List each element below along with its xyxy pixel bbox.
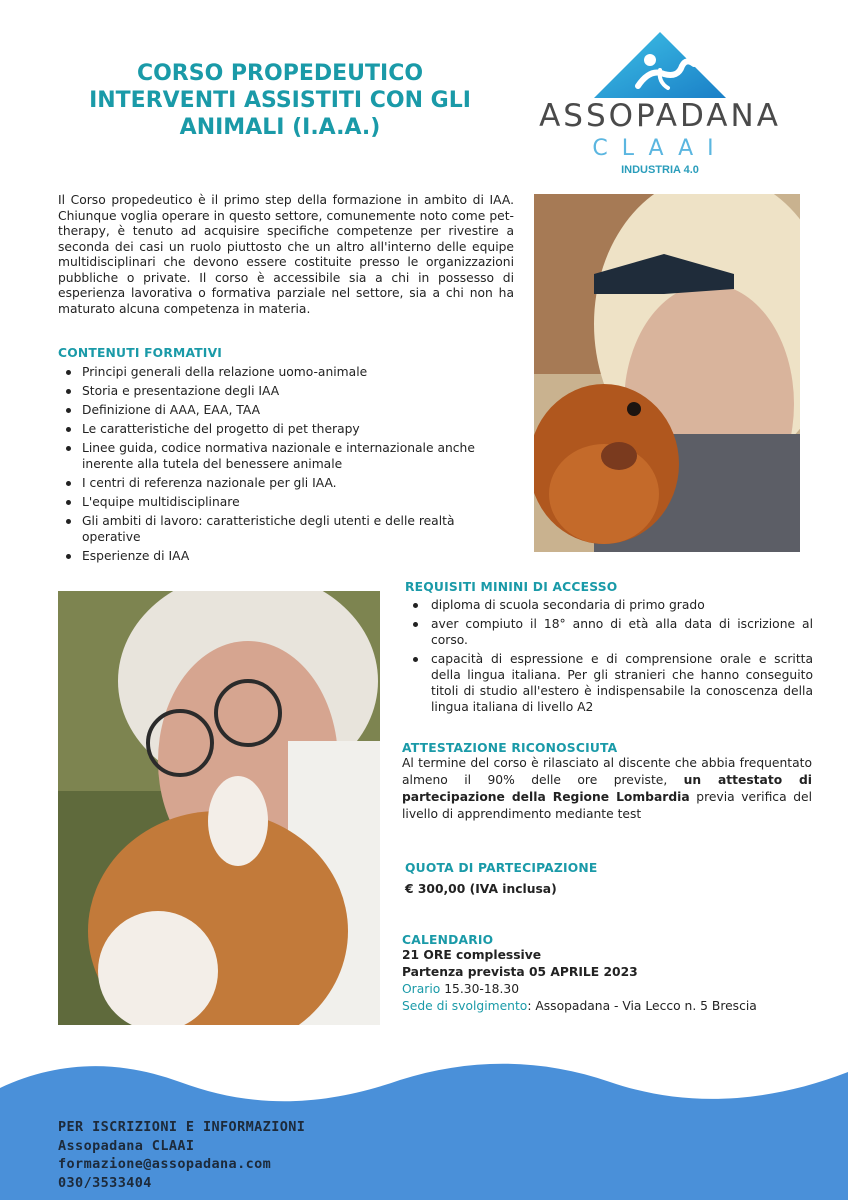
intro-paragraph: Il Corso propedeutico è il primo step della formazione in ambito di IAA. Chiunque voglia operare in questo settore, comunemente noto come pet-therapy, è tenuto ad acquisire specifiche competenze per rivestire a seconda dei casi un ruolo piuttosto che un altro all'interno delle equipe multidisciplinari che devono essere costituite presso le organizzazioni pubbliche o private. Il corso è accessibile sia a chi in possesso di esperienza lavorativa o formativa parziale nel settore, sia a chi non ha maturato alcuna competenza in materia. [58,193,514,316]
list-item: Linee guida, codice normativa nazionale e internazionale anche inerente alla tutela del benessere animale [58,440,514,472]
requisiti-section [405,580,813,718]
list-item: Esperienze di IAA [58,548,514,564]
footer-heading: PER ISCRIZIONI E INFORMAZIONI [58,1119,306,1135]
calendario-sede [402,998,822,1015]
logo-sub: CLAAI [592,136,728,161]
footer-email[interactable]: formazione@assopadana.com [58,1156,272,1172]
contenuti-list [58,364,514,564]
attestazione-text-before: Al termine del corso è rilasciato al discente che abbia frequentato almeno il 90% delle ore previste, [402,756,812,787]
list-item: Storia e presentazione degli IAA [58,383,514,399]
logo-tagline: INDUSTRIA 4.0 [621,164,699,176]
title-line-1: CORSO PROPEDEUTICO [136,61,424,86]
list-item: L'equipe multidisciplinare [58,494,514,510]
calendario-section [402,933,822,1015]
footer-contact [58,1118,305,1192]
calendario-heading: CALENDARIO [402,933,494,947]
list-item: Gli ambiti di lavoro: caratteristiche degli utenti e delle realtà operative [58,513,514,545]
sede-label: Sede di svolgimento [402,999,528,1013]
sede-value: : Assopadana - Via Lecco n. 5 Brescia [527,999,757,1013]
orario-label: Orario [402,982,441,996]
requisiti-list [405,597,813,715]
quota-section [405,861,805,898]
footer-phone[interactable]: 030/3533404 [58,1174,152,1191]
calendario-orario [402,981,822,998]
list-item: I centri di referenza nazionale per gli IAA. [58,475,514,491]
calendario-ore: 21 ORE complessive [402,948,542,962]
page-title [60,60,500,141]
contenuti-section [58,346,514,567]
list-item: diploma di scuola secondaria di primo grado [405,597,813,613]
attestazione-text-after: previa verifica del livello di apprendimento mediante test [402,790,812,821]
list-item: aver compiuto il 18° anno di età alla data di iscrizione al corso. [405,616,813,648]
list-item: Definizione di AAA, EAA, TAA [58,402,514,418]
list-item: capacità di espressione e di comprensione orale e scritta della lingua italiana. Per gli stranieri che hanno conseguito titoli di studio all'estero è indispensabile la conoscenza della lingua italiana di livello A2 [405,651,813,715]
attestazione-section [402,741,812,823]
title-line-3: ANIMALI (I.A.A.) [179,115,381,140]
assopadana-logo-icon [590,30,730,100]
requisiti-heading: REQUISITI MININI DI ACCESSO [405,580,618,594]
list-item: Le caratteristiche del progetto di pet therapy [58,421,514,437]
calendario-partenza: Partenza prevista 05 APRILE 2023 [402,965,638,979]
photo-woman-dog [534,194,800,552]
logo-name: ASSOPADANA [539,98,781,134]
contenuti-heading: CONTENUTI FORMATIVI [58,346,223,360]
attestazione-text [402,755,812,823]
footer-org: Assopadana CLAAI [58,1137,195,1154]
list-item: Principi generali della relazione uomo-animale [58,364,514,380]
photo-man-dog [58,591,380,1025]
attestazione-heading: ATTESTAZIONE RICONOSCIUTA [402,741,618,755]
orario-value: 15.30-18.30 [440,982,520,996]
quota-heading: QUOTA DI PARTECIPAZIONE [405,861,598,875]
quota-value: € 300,00 (IVA inclusa) [405,882,557,896]
title-line-2: INTERVENTI ASSISTITI CON GLI [89,88,471,113]
attestazione-text-bold: un attestato di partecipazione della Regione Lombardia [402,773,812,804]
